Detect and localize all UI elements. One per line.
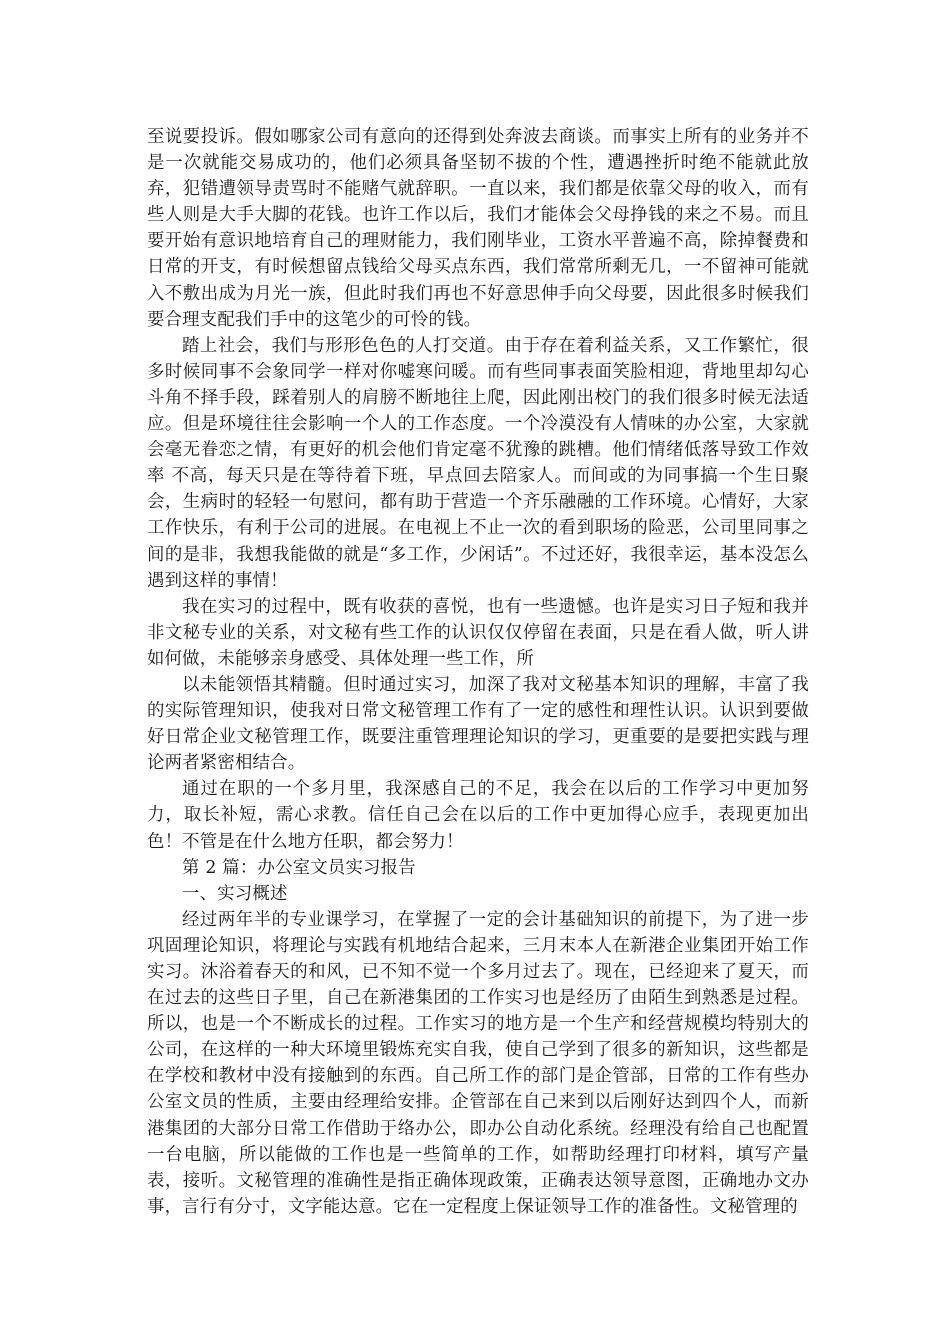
paragraph-4: 以未能领悟其精髓。但时通过实习，加深了我对文秘基本知识的理解，丰富了我的实际管理知识，使我对日常文秘管理工作有了一定的感性和理性认识。认识到要做好日常企业文秘管理工作，既要注重管理理论知识的学习，更重要的是要把实践与理论两者紧密相结合。: [147, 674, 809, 774]
paragraph-3: 我在实习的过程中，既有收获的喜悦，也有一些遗憾。也许是实习日子短和我并非文秘专业的关系，对文秘有些工作的认识仅仅停留在表面，只是在看人做，听人讲如何做，未能够亲身感受、具体处理一些工作，所: [147, 596, 809, 669]
paragraph-6: 经过两年半的专业课学习，在掌握了一定的会计基础知识的前提下，为了进一步巩固理论知识，将理论与实践有机地结合起来，三月末本人在新港企业集团开始工作实习。沐浴着春天的和风，已不知不觉一个多月过去了。现在，已经迎来了夏天，而在过去的这些日子里，自己在新港集团的工作实习也是经历了由陌生到熟悉是过程。所以，也是一个不断成长的过程。工作实习的地方是一个生产和经营规模均特别大的公司，在这样的一种大环境里锻炼充实自我，使自己学到了很多的新知识，这些都是在学校和教材中没有接触到的东西。自己所工作的部门是企管部，日常的工作有些办公室文员的性质，主要由经理给安排。企管部在自己来到以后刚好达到四个人，而新港集团的大部分日常工作借助于络办公，即办公自动化系统。经理没有给自己也配置一台电脑，所以能做的工作也是一些简单的工作，如帮助经理打印材料，填写产量表，接听。文秘管理的准确性是指正确体现政策，正确表达领导意图，正确地办文办事，言行有分寸，文字能达意。它在一定程度上保证领导工作的准备性。文秘管理的: [147, 909, 809, 1217]
section-title: 第 2 篇：办公室文员实习报告: [182, 857, 416, 878]
paragraph-5: 通过在职的一个多月里，我深感自己的不足，我会在以后的工作学习中更加努力，取长补短，需心求教。信任自己会在以后的工作中更加得心应手，表现更加出色！不管是在什么地方任职，都会努力！: [147, 779, 809, 852]
document-body: [147, 124, 809, 1220]
subsection-title: 一、实习概述: [182, 883, 288, 904]
paragraph-2: 踏上社会，我们与形形色色的人打交道。由于存在着利益关系，又工作繁忙，很多时候同事不会象同学一样对你嘘寒问暖。而有些同事表面笑脸相迎，背地里却勾心斗角不择手段，踩着别人的肩膀不断地往上爬，因此刚出校门的我们很多时候无法适应。但是环境往往会影响一个人的工作态度。一个冷漠没有人情味的办公室，大家就会毫无眷恋之情，有更好的机会他们肯定毫不犹豫的跳槽。他们情绪低落导致工作效率 不高，每天只是在等待着下班，早点回去陪家人。而间或的为同事搞一个生日聚会，生病时的轻轻一句慰问，都有助于营造一个齐乐融融的工作环境。心情好，大家工作快乐，有利于公司的进展。在电视上不止一次的看到职场的险恶，公司里同事之间的是非，我想我能做的就是“多工作，少闲话”。不过还好，我很幸运，基本没怎么遇到这样的事情！: [147, 335, 809, 591]
paragraph-1: 至说要投诉。假如哪家公司有意向的还得到处奔波去商谈。而事实上所有的业务并不是一次就能交易成功的，他们必须具备坚韧不拔的个性，遭遇挫折时绝不能就此放弃，犯错遭领导责骂时不能赌气就辞职。一直以来，我们都是依靠父母的收入，而有些人则是大手大脚的花钱。也许工作以后，我们才能体会父母挣钱的来之不易。而且要开始有意识地培育自己的理财能力，我们刚毕业，工资水平普遍不高，除掉餐费和日常的开支，有时候想留点钱给父母买点东西，我们常常所剩无几，一不留神可能就入不敷出成为月光一族，但此时我们再也不好意思伸手向父母要，因此很多时候我们要合理支配我们手中的这笔少的可怜的钱。: [147, 127, 809, 330]
